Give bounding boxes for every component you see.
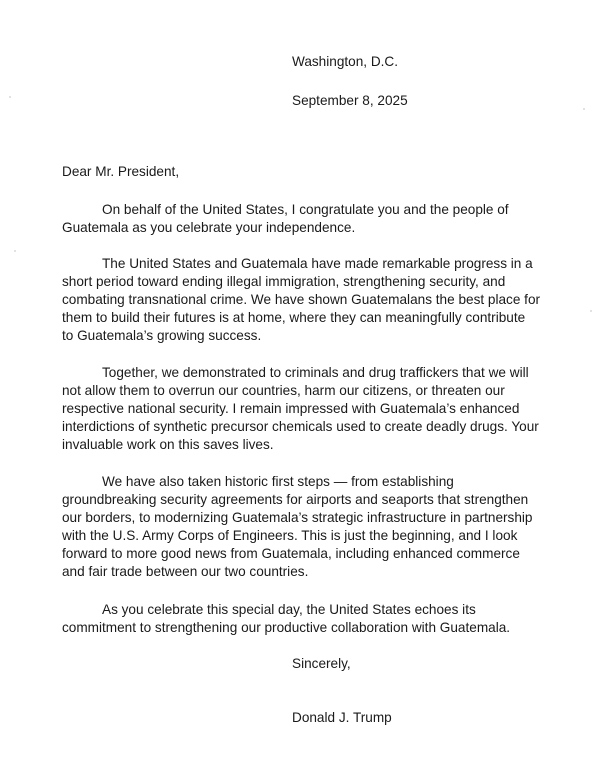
paragraph-line: with the U.S. Army Corps of Engineers. This is just the beginning, and I look	[62, 528, 518, 543]
paragraph-line: As you celebrate this special day, the United States echoes its	[102, 602, 476, 617]
letter-date: September 8, 2025	[292, 93, 408, 108]
paragraph-line: groundbreaking security agreements for airports and seaports that strengthen	[62, 492, 529, 507]
paragraph-line: On behalf of the United States, I congratulate you and the people of	[102, 202, 509, 217]
paragraph-line: to Guatemala’s growing success.	[62, 328, 262, 343]
letter-signatory: Donald J. Trump	[292, 710, 392, 725]
paragraph-line: combating transnational crime. We have shown Guatemalans the best place for	[62, 292, 541, 307]
paragraph-line: interdictions of synthetic precursor chemicals used to create deadly drugs. Your	[62, 419, 539, 434]
paragraph-line: and fair trade between our two countries.	[62, 564, 309, 579]
paragraph-line: commitment to strengthening our productive collaboration with Guatemala.	[62, 620, 511, 635]
paragraph-line: Together, we demonstrated to criminals and drug traffickers that we will	[102, 365, 529, 380]
letter-salutation: Dear Mr. President,	[62, 164, 180, 179]
paragraph-line: them to build their futures is at home, where they can meaningfully contribute	[62, 310, 526, 325]
paragraph-line: The United States and Guatemala have made remarkable progress in a	[102, 256, 533, 271]
scan-speck	[590, 310, 592, 312]
paragraph-line: We have also taken historic first steps — from establishing	[102, 474, 454, 489]
paragraph-line: Guatemala as you celebrate your independence.	[62, 220, 356, 235]
letter-location: Washington, D.C.	[292, 54, 399, 69]
paragraph-line: invaluable work on this saves lives.	[62, 437, 274, 452]
paragraph-line: our borders, to modernizing Guatemala’s strategic infrastructure in partnership	[62, 510, 533, 525]
paragraph-line: respective national security. I remain impressed with Guatemala’s enhanced	[62, 401, 520, 416]
letter-closing: Sincerely,	[292, 656, 351, 671]
paragraph-line: not allow them to overrun our countries, harm our citizens, or threaten our	[62, 383, 505, 398]
paragraph-line: forward to more good news from Guatemala, including enhanced commerce	[62, 546, 520, 561]
scan-speck	[14, 250, 16, 252]
scan-speck	[583, 108, 585, 110]
paragraph-line: short period toward ending illegal immigration, strengthening security, and	[62, 274, 506, 289]
scan-speck	[9, 96, 11, 98]
